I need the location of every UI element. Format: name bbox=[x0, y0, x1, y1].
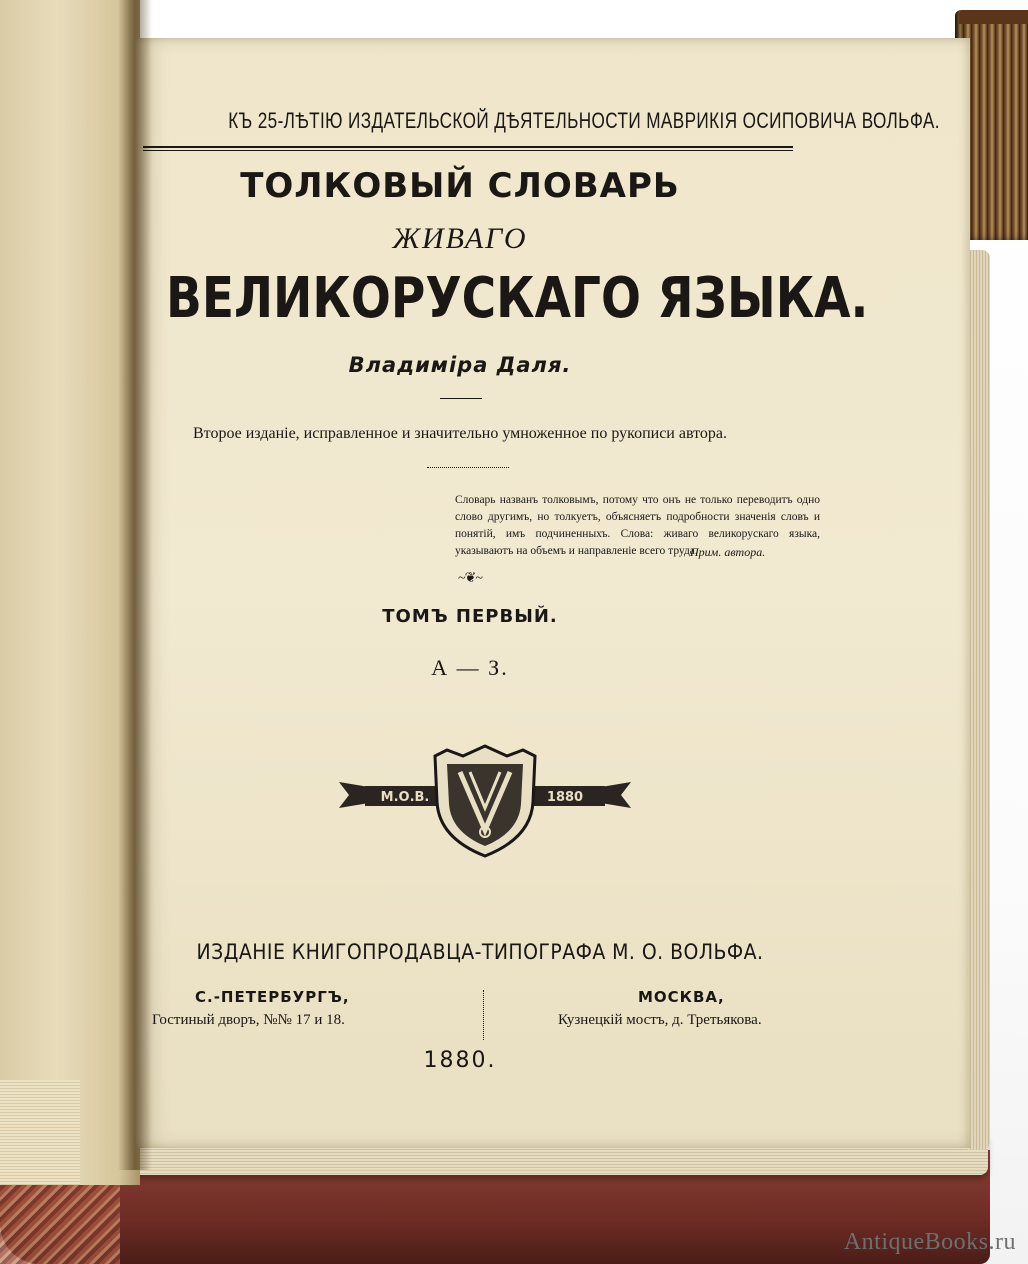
city-moscow: МОСКВА, bbox=[638, 988, 725, 1006]
site-watermark: AntiqueBooks.ru bbox=[843, 1229, 1016, 1255]
marbled-cover-corner bbox=[0, 1176, 120, 1264]
page-block-side-edge bbox=[968, 250, 990, 1150]
title-line-1: ТОЛКОВЫЙ СЛОВАРЬ bbox=[240, 166, 680, 206]
emblem-left-text: М.О.В. bbox=[380, 790, 430, 805]
separator-rule-dotted bbox=[427, 467, 509, 468]
address-divider bbox=[483, 990, 484, 1040]
letter-range: А — З. bbox=[431, 655, 509, 680]
volume-label: ТОМЪ ПЕРВЫЙ. bbox=[382, 606, 558, 627]
publisher-line: ИЗДАНІЕ КНИГОПРОДАВЦА-ТИПОГРАФА М. О. ВОЛЬФА. bbox=[196, 940, 764, 964]
separator-rule bbox=[440, 398, 482, 399]
publisher-emblem bbox=[335, 742, 635, 862]
emblem-right-text: 1880 bbox=[546, 790, 584, 805]
author-footnote: Словарь названъ толковымъ, потому что онъ не только переводитъ одно слово другимъ, но толкуетъ, объясняетъ подробности значенія словъ и понятій, имъ подчиненныхъ. Слова: живаго великорускаго языка, указываютъ на объемъ и направленіе всего труда. bbox=[455, 494, 820, 557]
publication-year: 1880. bbox=[423, 1048, 497, 1073]
title-line-3: ВЕЛИКОРУСКАГО ЯЗЫКА. bbox=[166, 266, 869, 331]
header-rule bbox=[143, 146, 793, 148]
city-saint-petersburg: С.-ПЕТЕРБУРГЪ, bbox=[195, 988, 350, 1006]
emblem-shield-icon bbox=[435, 746, 535, 856]
title-line-2: ЖИВАГО bbox=[392, 222, 528, 255]
edition-note: Второе изданіе, исправленное и значительно умноженное по рукописи автора. bbox=[192, 425, 727, 442]
left-page-edge bbox=[0, 1080, 80, 1185]
dedication-line: КЪ 25-ЛѢТІЮ ИЗДАТЕЛЬСКОЙ ДѢЯТЕЛЬНОСТИ МАВРИКІЯ ОСИПОВИЧА ВОЛЬФА. bbox=[228, 108, 940, 133]
fleuron-ornament: ~❦~ bbox=[458, 571, 482, 586]
header-rule-thin bbox=[143, 150, 793, 151]
address-saint-petersburg: Гостиный дворъ, №№ 17 и 18. bbox=[152, 1012, 345, 1028]
author-name: Владиміра Даля. bbox=[348, 353, 572, 377]
address-moscow: Кузнецкій мостъ, д. Третьякова. bbox=[558, 1012, 762, 1028]
spine-cap bbox=[959, 10, 1028, 24]
footnote-signature: Прим. автора. bbox=[690, 545, 766, 559]
